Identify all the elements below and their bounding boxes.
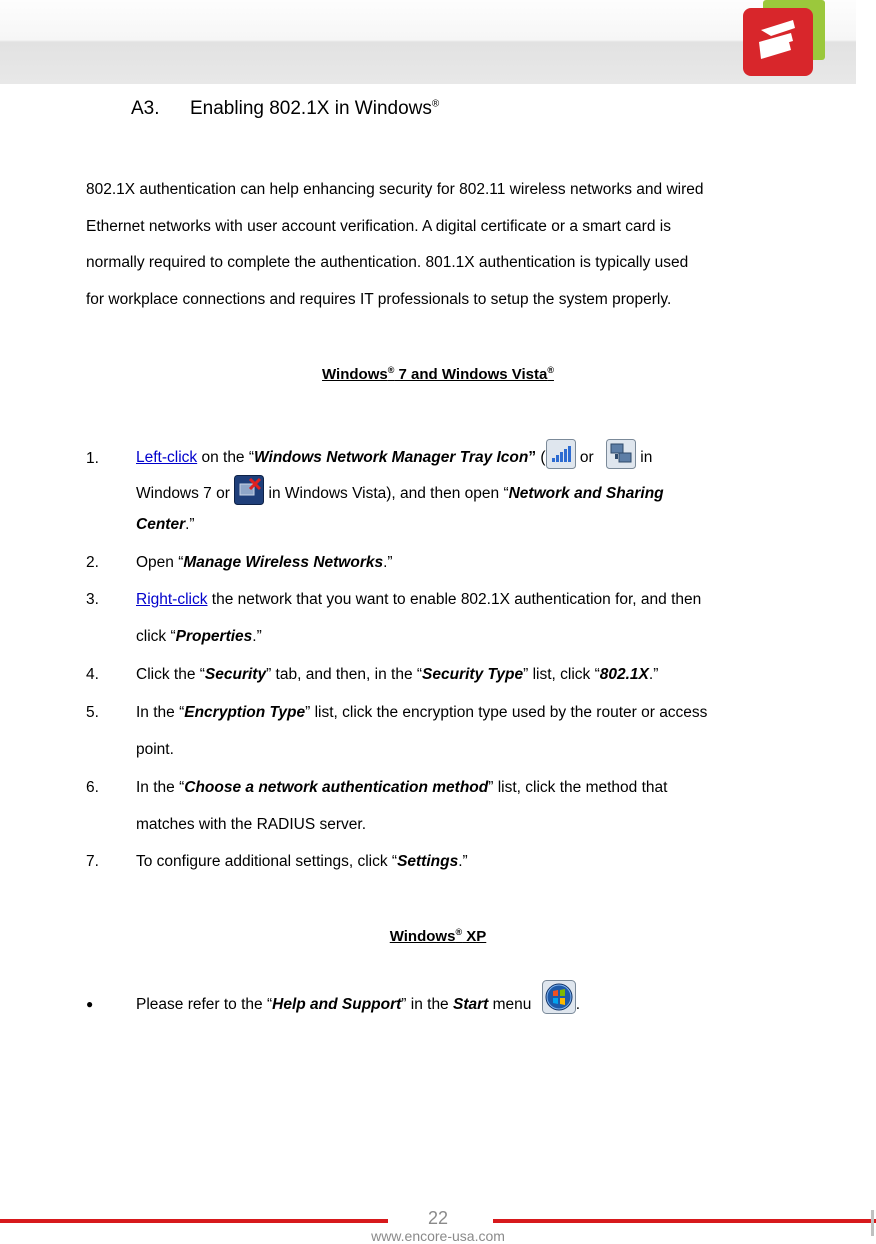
step-text: In the “ <box>136 779 185 796</box>
section-heading <box>131 98 439 120</box>
step-text: ” list, click “ <box>523 666 600 683</box>
step-bold: Security <box>204 666 267 683</box>
right-click-link[interactable]: Right-click <box>136 591 208 608</box>
step-bold: Windows Network Manager Tray Icon <box>254 449 529 466</box>
step-number: 4. <box>86 666 99 683</box>
step-number: 3. <box>86 591 99 608</box>
signal-bars-icon <box>546 439 576 469</box>
windows-start-orb-icon <box>542 980 576 1014</box>
heading-text: Windows <box>322 366 388 383</box>
step-text: ” tab, and then, in the “ <box>266 666 423 683</box>
step-bold: ” <box>528 449 537 466</box>
step-6 <box>86 769 806 843</box>
intro-line: 802.1X authentication can help enhancing security for 802.11 wireless networks and wired <box>86 181 704 198</box>
step-line <box>136 476 796 510</box>
step-7 <box>86 843 806 880</box>
step-line <box>136 510 796 540</box>
step-2 <box>86 544 806 581</box>
step-number: 7. <box>86 853 99 870</box>
step-text: menu <box>488 996 536 1013</box>
heading-sup: ® <box>547 365 554 375</box>
bullet: ● <box>86 997 94 1011</box>
step-line: matches with the RADIUS server. <box>136 816 366 833</box>
step-text: ( <box>536 449 546 466</box>
step-bold: Security Type <box>422 666 524 683</box>
step-bold: Network and Sharing <box>508 485 664 502</box>
section-title-sup: ® <box>431 98 440 110</box>
step-text: on the “ <box>197 449 255 466</box>
step-bold: Properties <box>175 628 253 645</box>
win7-vista-heading <box>0 366 876 383</box>
step-line <box>136 581 796 618</box>
step-text: To configure additional settings, click “ <box>136 853 398 870</box>
step-text: .” <box>252 628 262 645</box>
step-3 <box>86 581 806 655</box>
step-number: 6. <box>86 779 99 796</box>
intro-line: for workplace connections and requires IT professionals to setup the system properly. <box>86 290 672 308</box>
step-text: . <box>575 996 581 1013</box>
step-number: 2. <box>86 554 99 571</box>
network-disconnected-icon <box>234 475 264 505</box>
heading-sup: ® <box>455 927 463 937</box>
win-xp-heading <box>0 928 876 945</box>
step-text: click “ <box>136 628 176 645</box>
step-bold: Start <box>453 996 489 1013</box>
step-text: the network that you want to enable 802.1X authentication for, and then <box>207 591 702 608</box>
section-number: A3. <box>131 98 160 119</box>
step-line <box>136 769 796 806</box>
step-text: Windows 7 or <box>136 485 235 502</box>
intro-line: normally required to complete the authentication. 801.1X authentication is typically used <box>86 254 689 271</box>
step-bold: Choose a network authentication method <box>184 779 489 796</box>
step-text: .” <box>648 666 659 683</box>
left-click-link[interactable]: Left-click <box>136 449 198 466</box>
footer-url[interactable]: www.encore-usa.com <box>371 1228 505 1244</box>
step-text: .” <box>383 554 393 571</box>
step-bold: 802.1X <box>599 666 649 683</box>
step-text: .” <box>185 516 195 533</box>
step-5 <box>86 694 806 768</box>
step-number: 5. <box>86 704 99 721</box>
step-bold: Center <box>136 516 186 533</box>
step-number: 1. <box>86 450 99 467</box>
step-text: In the “ <box>136 704 185 721</box>
step-text: in <box>635 449 653 466</box>
encore-logo <box>741 0 827 78</box>
heading-text: Windows <box>389 928 456 945</box>
intro-paragraph <box>86 172 806 318</box>
step-1 <box>86 440 806 540</box>
intro-line: Ethernet networks with user account verification. A digital certificate or a smart card is <box>86 217 671 235</box>
section-title: Enabling 802.1X in Windows <box>190 98 432 119</box>
step-text: Open “ <box>136 554 184 571</box>
step-line <box>136 694 796 731</box>
step-line <box>136 618 796 655</box>
step-bold: Help and Support <box>272 996 402 1013</box>
heading-text: 7 and Windows Vista <box>394 366 548 383</box>
step-text: .” <box>458 853 468 870</box>
step-bold: Manage Wireless Networks <box>183 554 384 571</box>
header-band <box>0 0 856 84</box>
step-text: ” list, click the encryption type used by the router or access <box>305 704 708 721</box>
step-bold: Settings <box>397 853 459 870</box>
step-line <box>136 440 796 476</box>
heading-sup: ® <box>387 365 395 375</box>
step-text: or <box>575 449 598 466</box>
step-text: Click the “ <box>136 666 205 683</box>
step-text: Please refer to the “ <box>136 996 273 1013</box>
page-number: 22 <box>427 1208 449 1228</box>
step-4 <box>86 656 806 693</box>
step-text: in Windows Vista), and then open “ <box>264 485 509 502</box>
step-line: point. <box>136 741 174 758</box>
step-text: ” list, click the method that <box>488 779 668 796</box>
xp-bullet-item <box>86 986 806 1023</box>
network-computers-icon <box>606 439 636 469</box>
step-bold: Encryption Type <box>184 704 306 721</box>
step-text: ” in the <box>401 996 453 1013</box>
heading-text: XP <box>462 928 487 945</box>
